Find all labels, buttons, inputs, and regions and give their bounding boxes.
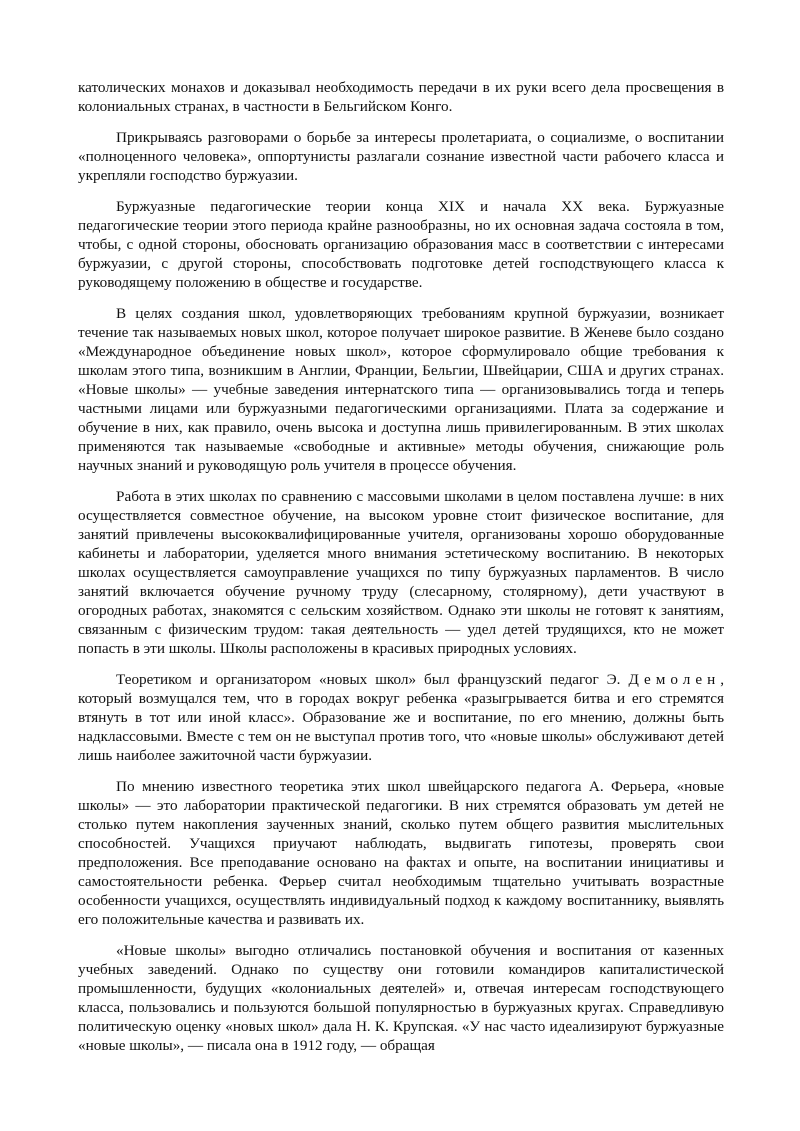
paragraph-demolen [78, 670, 724, 765]
paragraph-bourgeois-theories: Буржуазные педагогические теории конца XIX и начала XX века. Буржуазные педагогические теории этого периода крайне разнообразны, но их основная задача состояла в том, чтобы, с одной стороны, обосновать организацию образования масс в соответствии с интересами буржуазии, с другой стороны, способствовать подготовке детей господствующего класса к руководящему положению в обществе и государстве. [78, 198, 724, 291]
paragraph-demolen-intro: Теоретиком и организатором «новых школ» был французский педагог Э. [116, 671, 629, 688]
paragraph-opportunists: Прикрываясь разговорами о борьбе за интересы пролетариата, о социализме, о воспитании «полноценного человека», оппортунисты разлагали сознание известной части рабочего класса и укрепляли господство буржуазии. [78, 129, 724, 184]
paragraph-ferrier: По мнению известного теоретика этих школ швейцарского педагога А. Ферьера, «новые школы» — это лаборатории практической педагогики. В них стремятся образовать ум детей не столько путем накопления заученных знаний, сколько путем общего развития мыслительных способностей. Учащихся приучают наблюдать, выдвигать гипотезы, проверять свои предположения. Все преподавание основано на фактах и опыте, на воспитании инициативы и самостоятельности ребенка. Ферьер считал необходимым тщательно учитывать возрастные особенности учащихся, осуществлять индивидуальный подход к каждому воспитаннику, выявлять его положительные качества и развивать их. [78, 778, 724, 928]
paragraph-demolen-rest: , который возмущался тем, что в городах вокруг ребенка «разыгрывается битва и его стремятся втянуть в тот или иной класс». Образование же и воспитание, по его мнению, должны быть надклассовыми. Вместе с тем он не выступал против того, что «новые школы» обслуживают детей лишь наиболее зажиточной части буржуазии. [78, 671, 724, 764]
document-page [78, 78, 724, 1067]
paragraph-krupskaya: «Новые школы» выгодно отличались постановкой обучения и воспитания от казенных учебных заведений. Однако по существу они готовили командиров капиталистической промышленности, будущих «колониальных деятелей» и, отвечая интересам господствующего класса, пользовались и пользуются большой популярностью в буржуазных кругах. Справедливую политическую оценку «новых школ» дала Н. К. Крупская. «У нас часто идеализируют буржуазные «новые школы», — писала она в 1912 году, — обращая [78, 942, 724, 1054]
author-name-demolen: Демолен [628, 671, 721, 688]
paragraph-school-work: Работа в этих школах по сравнению с массовыми школами в целом поставлена лучше: в них осуществляется совместное обучение, на высоком уровне стоит физическое воспитание, для занятий привлечены высококвалифицированные учителя, организованы хорошо оборудованные кабинеты и лаборатории, уделяется много внимания эстетическому воспитанию. В некоторых школах осуществляется самоуправление учащихся по типу буржуазных парламентов. В число занятий включается обучение ручному труду (слесарному, столярному), дети участвуют в огородных работах, знакомятся с сельским хозяйством. Однако эти школы не готовят к занятиям, связанным с физическим трудом: такая деятельность — удел детей трудящихся, кто не может попасть в эти школы. Школы расположены в красивых природных условиях. [78, 488, 724, 657]
paragraph-new-schools: В целях создания школ, удовлетворяющих требованиям крупной буржуазии, возникает течение так называемых новых школ, которое получает широкое развитие. В Женеве было создано «Международное объединение новых школ», которое сформулировало общие требования к школам этого типа, возникшим в Англии, Франции, Бельгии, Швейцарии, США и других странах. «Новые школы» — учебные заведения интернатского типа — организовывались тогда и теперь частными лицами или буржуазными педагогическими организациями. Плата за содержание и обучение в них, как правило, очень высока и доступна лишь привилегированным. В этих школах применяются так называемые «свободные и активные» методы обучения, снижающие роль научных знаний и руководящую роль учителя в процессе обучения. [78, 305, 724, 474]
paragraph-continuation: католических монахов и доказывал необходимость передачи в их руки всего дела просвещения в колониальных странах, в частности в Бельгийском Конго. [78, 79, 724, 115]
